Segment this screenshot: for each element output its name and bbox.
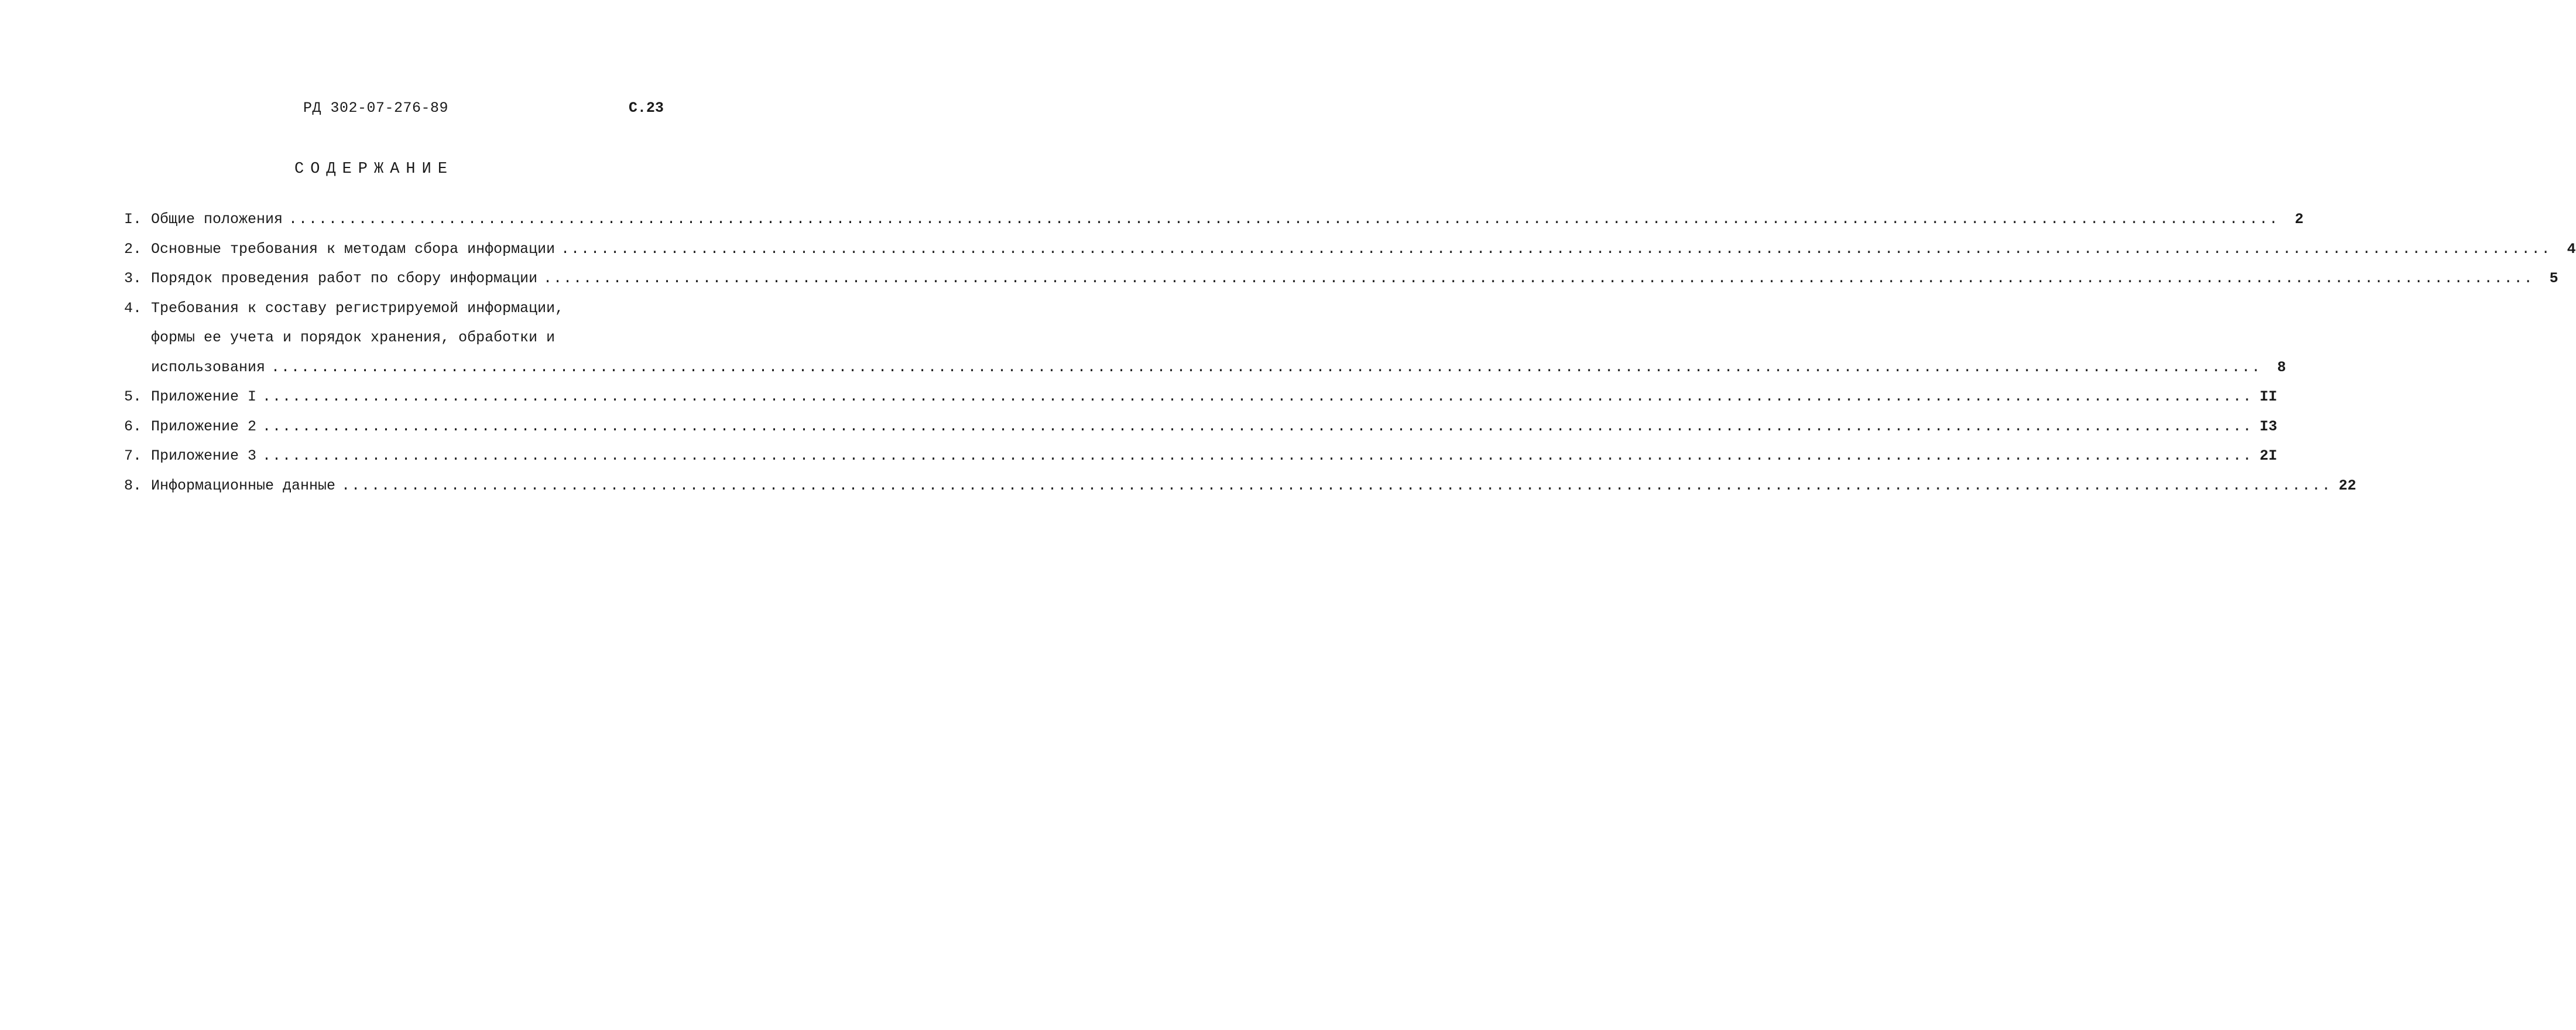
toc-entry[interactable]	[124, 264, 2558, 294]
toc-entry-page: II	[2259, 388, 2277, 405]
dot-leader: ........................................................................................................................................................................................................	[543, 270, 2534, 287]
dot-leader: ........................................................................................................................................................................................................	[271, 358, 2262, 376]
toc-entry-title: Приложение 2	[151, 418, 257, 435]
dot-leader: ........................................................................................................................................................................................................	[262, 447, 2253, 464]
toc-entry-continuation	[124, 323, 627, 353]
toc-entry-title: Информационные данные	[151, 477, 336, 494]
toc-entry-page: 8	[2277, 358, 2286, 376]
dot-leader: ........................................................................................................................................................................................................	[341, 477, 2332, 494]
toc-entry-page: 5	[2549, 270, 2558, 287]
toc-entry-title-line-3: использования	[151, 358, 266, 376]
toc-entry-number: 7.	[124, 447, 142, 464]
table-of-contents	[124, 205, 2576, 501]
toc-entry-continuation	[124, 353, 2286, 383]
toc-entry-title: Общие положения	[151, 211, 283, 228]
toc-entry-number: 5.	[124, 388, 142, 405]
toc-entry[interactable]	[124, 235, 2576, 265]
toc-entry[interactable]	[124, 382, 2277, 412]
dot-leader: ........................................................................................................................................................................................................	[289, 211, 2279, 228]
toc-entry-number: I.	[124, 211, 142, 228]
dot-leader: ........................................................................................................................................................................................................	[262, 388, 2253, 405]
toc-title: СОДЕРЖАНИЕ	[294, 160, 454, 178]
toc-entry[interactable]	[124, 412, 2277, 442]
toc-entry-title: Приложение 3	[151, 447, 257, 464]
toc-entry-number: 6.	[124, 418, 142, 435]
toc-entry-page: I3	[2259, 418, 2277, 435]
dot-leader: ........................................................................................................................................................................................................	[561, 240, 2551, 258]
toc-entry[interactable]	[124, 294, 627, 324]
toc-entry-number: 8.	[124, 477, 142, 494]
toc-entry-number: 2.	[124, 240, 142, 258]
toc-entry-title: Порядок проведения работ по сбору информации	[151, 270, 538, 287]
toc-entry[interactable]	[124, 471, 2357, 501]
toc-entry-page: 2	[2294, 211, 2304, 228]
page-number: С.23	[629, 100, 664, 117]
toc-entry-number: 4.	[124, 299, 142, 317]
toc-entry-title: Основные требования к методам сбора информации	[151, 240, 555, 258]
toc-entry-page: 4	[2567, 240, 2576, 258]
toc-entry[interactable]	[124, 205, 2304, 235]
document-code: РД 302-07-276-89	[303, 100, 449, 117]
toc-entry-page: 22	[2338, 477, 2357, 494]
toc-entry-page: 2I	[2259, 447, 2277, 464]
toc-entry-number: 3.	[124, 270, 142, 287]
toc-entry-title: Приложение I	[151, 388, 257, 405]
toc-entry[interactable]	[124, 442, 2277, 471]
toc-entry-title-line-1: Требования к составу регистрируемой информации,	[151, 299, 564, 317]
toc-entry-title-line-2: формы ее учета и порядок хранения, обработки и	[151, 329, 555, 346]
dot-leader: ........................................................................................................................................................................................................	[262, 418, 2253, 435]
